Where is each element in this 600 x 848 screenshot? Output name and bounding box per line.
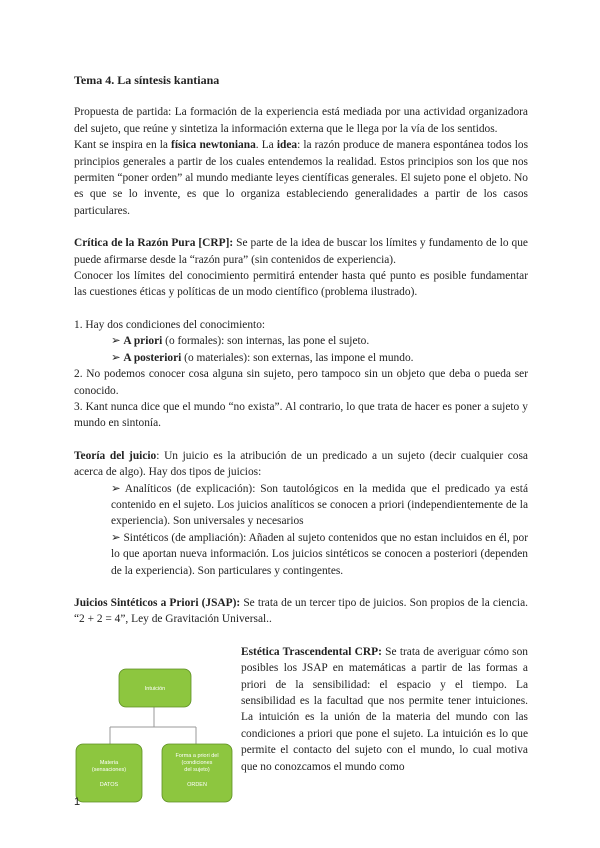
text-run: Analíticos (de explicación): Son tautológicos en la medida que el predicado ya está contenido en el sujeto. Los juicios analíticos se conocen a priori (independientemente de la experiencia). Son universales y necesarios <box>111 482 528 528</box>
arrow-bullet-icon: ➢ <box>111 351 121 364</box>
section-heading: Crítica de la Razón Pura [CRP]: <box>74 237 234 250</box>
bold-term: idea <box>276 139 298 152</box>
bullet-a-posteriori <box>74 350 528 366</box>
section-heading: Estética Trascendental CRP: <box>241 645 382 658</box>
text-run: (o formales): son internas, las pone el sujeto. <box>162 335 370 348</box>
section-heading: Teoría del juicio <box>74 449 157 462</box>
page-number: 1 <box>74 796 81 808</box>
section-heading: Juicios Sintéticos a Priori (JSAP): <box>74 596 241 609</box>
text-run: : la razón produce de manera espontánea todos los principios generales a partir de los cuales entendemos la realidad. Estos principios son los que nos permiten “poner orden” al mundo mediante leyes científicas generales. El sujeto pone el objeto. No es que se lo invente, es que lo organiza estableciendo generalidades a partir de los casos particulares. <box>74 139 529 217</box>
text-run: Se parte de la idea de buscar los límites y fundamento de lo que puede afirmarse desde la “razón pura” (sin contenidos de experiencia). <box>74 237 528 266</box>
document-title: Tema 4. La síntesis kantiana <box>74 73 220 87</box>
bullet-analiticos <box>74 481 528 530</box>
juicio-paragraph <box>74 448 528 481</box>
diagram-node-root-label: Intuición <box>144 685 166 692</box>
intro-paragraph-1: Propuesta de partida: La formación de la experiencia está mediada por una actividad organizadora del sujeto, que reúne y sintetiza la información externa que le llega por la vía de los sentidos. <box>74 106 528 135</box>
estetica-section <box>74 644 528 826</box>
text-run: Se trata de un tercer tipo de juicios. Son propios de la ciencia. “2 + 2 = 4”, Ley de Gravitación Universal.. <box>74 596 528 626</box>
document-body <box>74 72 528 826</box>
diagram-node-right-label: del sujeto) <box>184 766 210 773</box>
diagram-node-right-label: Forma a priori del <box>175 752 219 759</box>
jsap-paragraph <box>74 595 528 628</box>
bold-term: A posteriori <box>123 351 182 364</box>
intro-paragraph-2 <box>74 137 528 219</box>
arrow-bullet-icon: ➢ <box>111 335 121 348</box>
estetica-paragraph <box>241 644 528 775</box>
bold-term: física newtoniana <box>171 139 256 152</box>
condition-item-2: 2. No podemos conocer cosa alguna sin sujeto, pero tampoco sin un objeto que deba o pueda ser conocido. <box>74 368 528 397</box>
text-run: Kant se inspira en la <box>74 139 172 152</box>
text-run: Sintéticos (de ampliación): Añaden al sujeto contenidos que no estan incluidos en él, por lo que aportan nueva información. Los juicios sintéticos se conocen a posteriori (dependen de la experiencia). Son particulares y contingentes. <box>111 531 528 577</box>
text-run: Se trata de averiguar cómo son posibles los JSAP en matemáticas a partir de las formas a priori de la sensibilidad: el espacio y el tiempo. La sensibilidad es la facultad que nos permite tener intuiciones. La intuición es la unión de la materia del mundo con las condiciones a priori que pone el sujeto. La intuición es lo que permite el contacto del sujeto con el mundo, lo cual motiva que no conozcamos el mundo como <box>241 645 528 773</box>
bullet-sinteticos <box>74 530 528 579</box>
text-run: . La <box>255 139 277 152</box>
text-run: : Un juicio es la atribución de un predicado a un sujeto (decir cualquier cosa acerca de algo). Hay dos tipos de juicios: <box>74 449 528 479</box>
condition-item-3: 3. Kant nunca dice que el mundo “no exista”. Al contrario, lo que trata de hacer es poner a sujeto y mundo en sintonía. <box>74 400 528 430</box>
diagram-node-left-label: DATOS <box>99 781 119 788</box>
arrow-bullet-icon: ➢ <box>111 482 121 495</box>
condition-item-1: 1. Hay dos condiciones del conocimiento: <box>74 318 266 331</box>
arrow-bullet-icon: ➢ <box>111 531 121 544</box>
diagram-node-left-label: (sensaciones) <box>91 766 127 773</box>
crp-paragraph-1 <box>74 235 528 268</box>
bold-term: A priori <box>123 335 163 348</box>
diagram-node-right-label: ORDEN <box>187 781 207 788</box>
text-run: (o materiales): son externas, las impone el mundo. <box>181 351 414 364</box>
diagram-node-left <box>76 744 142 802</box>
intuicion-diagram <box>74 652 234 822</box>
diagram-node-left-label: Materia <box>99 759 119 766</box>
crp-paragraph-2: Conocer los límites del conocimiento permitirá entender hasta qué punto es posible fundamentar las cuestiones éticas y políticas de un modo científico (problema ilustrado). <box>74 270 528 299</box>
diagram-node-right-label: (condiciones <box>181 759 213 766</box>
bullet-a-priori <box>74 333 528 349</box>
